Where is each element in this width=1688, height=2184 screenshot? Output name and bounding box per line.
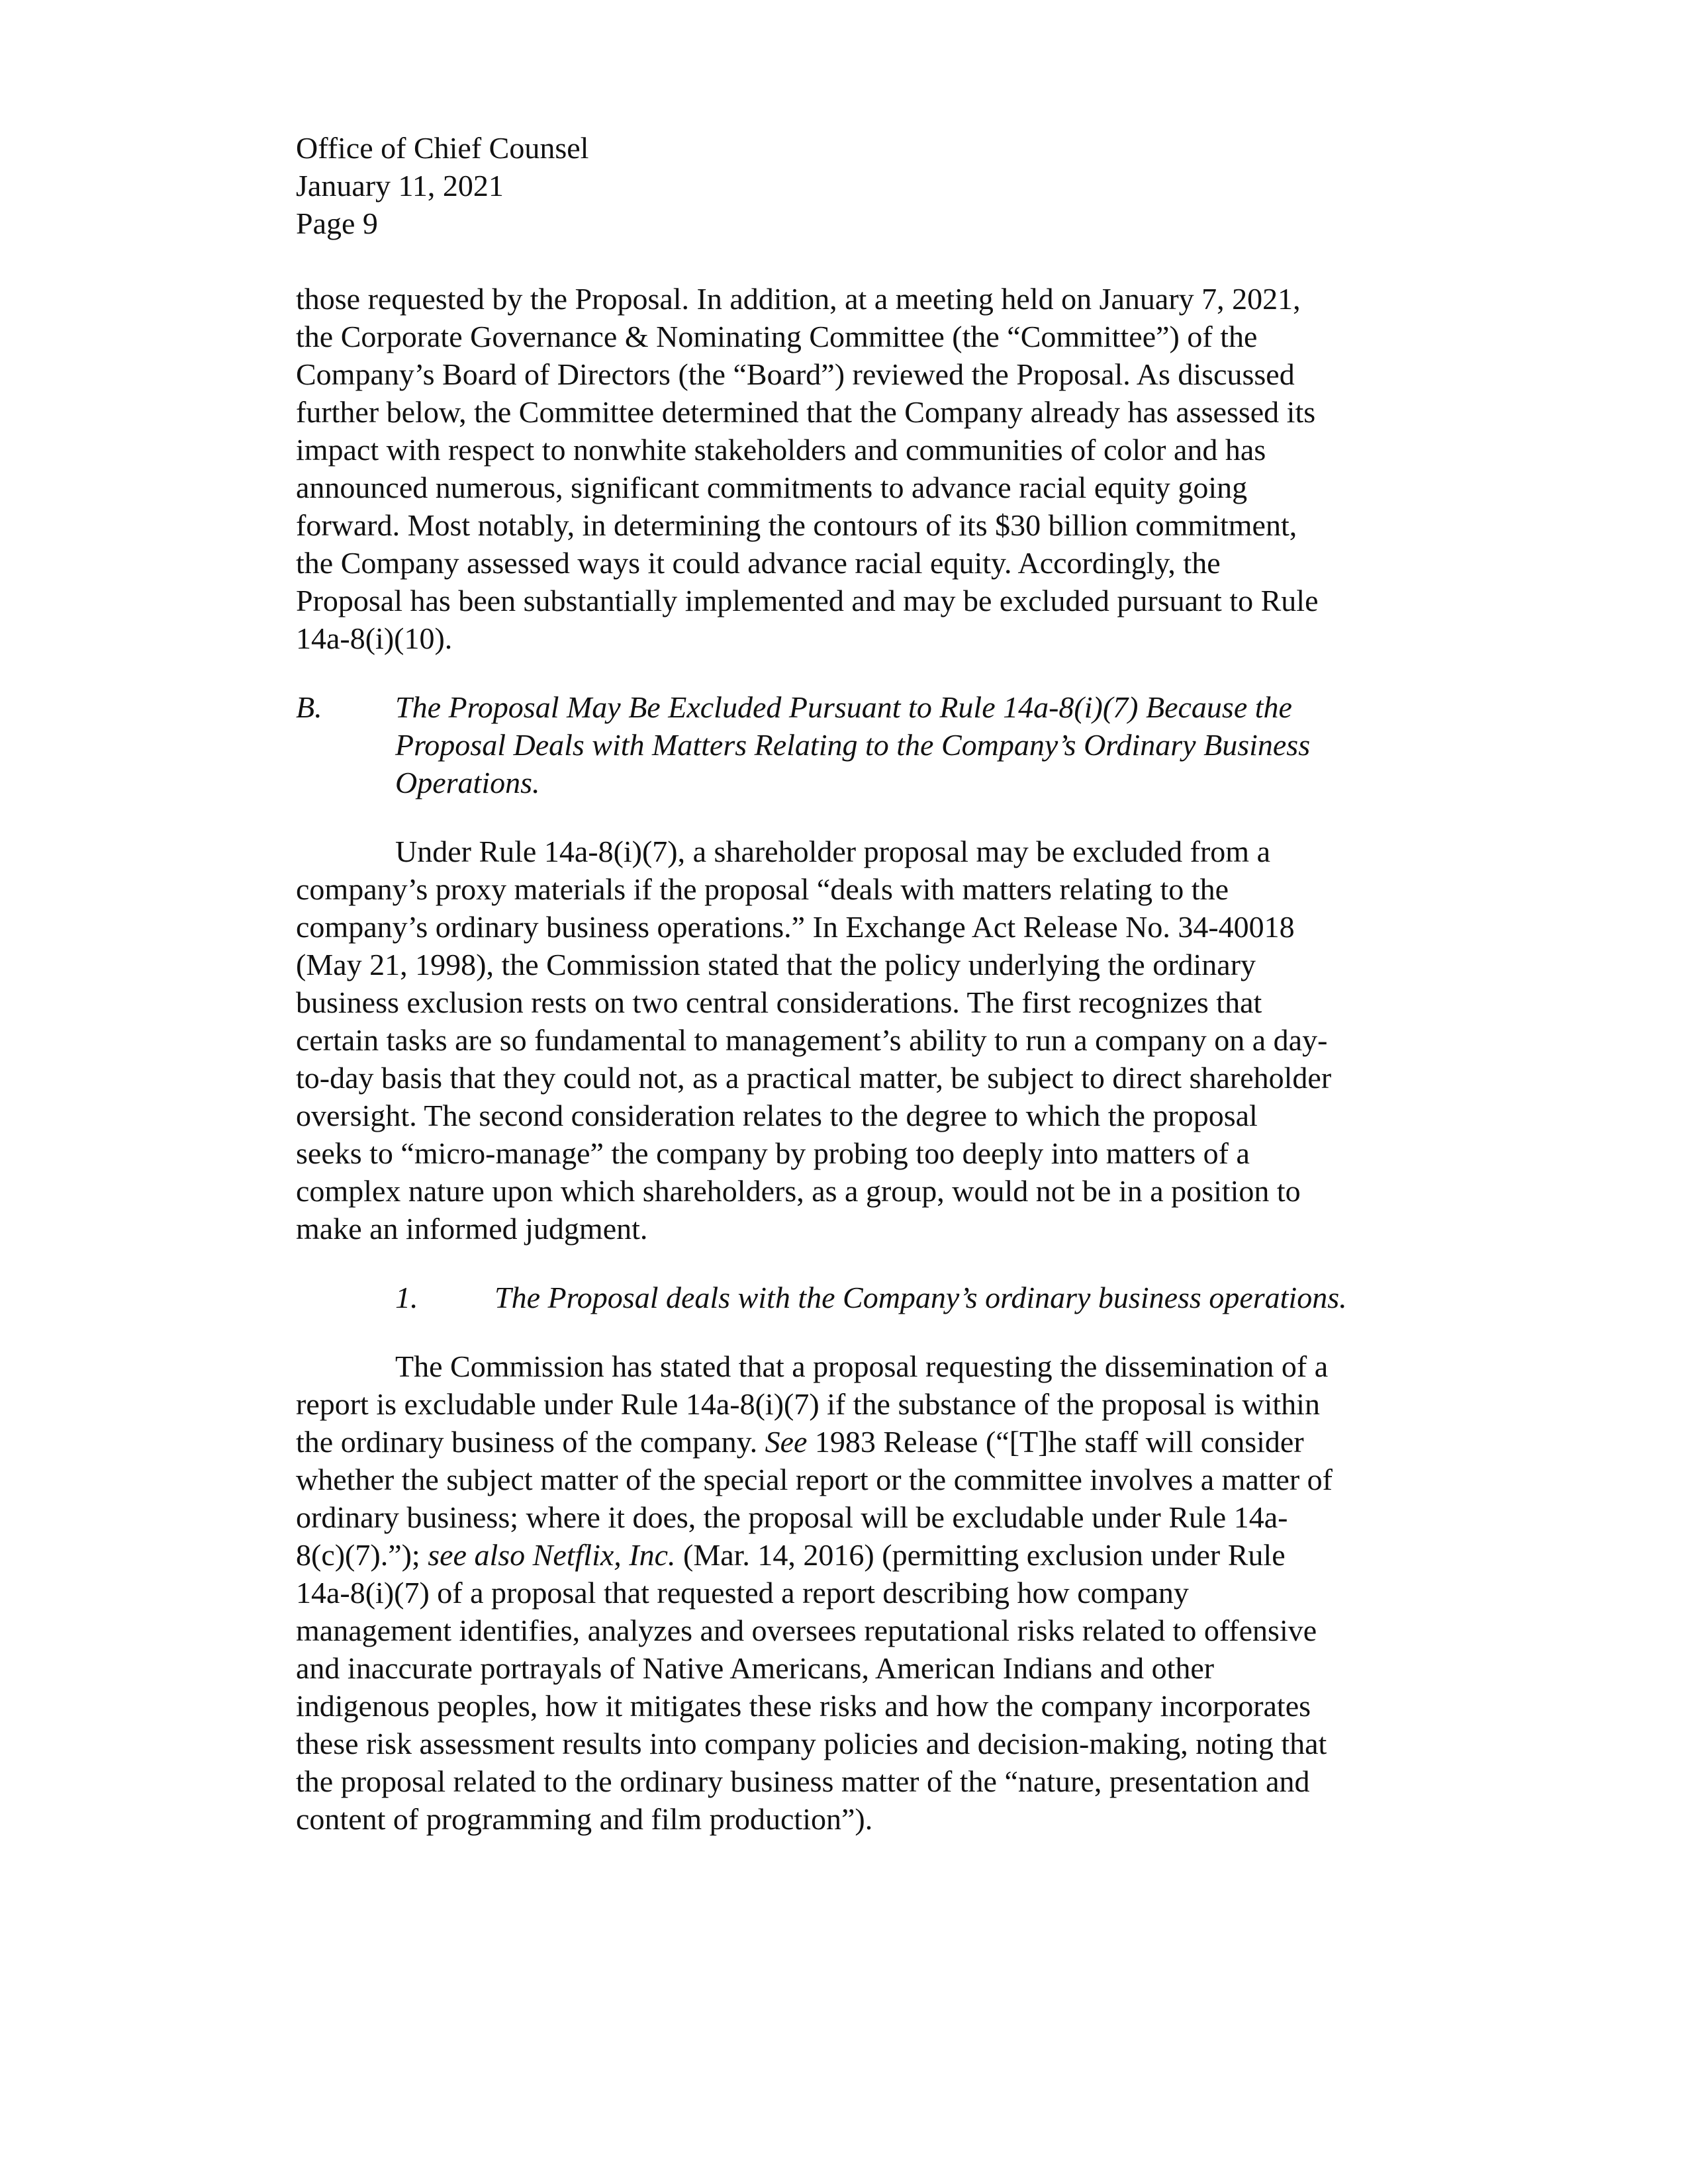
section-heading-line: Operations. (395, 766, 540, 799)
text-line: content of programming and film production”). (296, 1802, 873, 1836)
citation-signal-see: See (765, 1425, 808, 1459)
text-line: those requested by the Proposal. In addition, at a meeting held on January 7, 2021, (296, 282, 1301, 316)
text-line (296, 1536, 1421, 1574)
text-line: the proposal related to the ordinary business matter of the “nature, presentation and (296, 1764, 1310, 1798)
text-line: impact with respect to nonwhite stakeholders and communities of color and has (296, 433, 1266, 467)
header-date: January 11, 2021 (296, 169, 504, 203)
text-line: report is excludable under Rule 14a-8(i)(7) if the substance of the proposal is within (296, 1387, 1320, 1421)
header-page-number: Page 9 (296, 206, 378, 240)
subsection-heading-1 (296, 1279, 1421, 1316)
text-line: seeks to “micro-manage” the company by probing too deeply into matters of a (296, 1136, 1250, 1170)
text-line: oversight. The second consideration relates to the degree to which the proposal (296, 1099, 1258, 1132)
text-line: make an informed judgment. (296, 1212, 648, 1246)
text-line: (May 21, 1998), the Commission stated that the policy underlying the ordinary (296, 948, 1256, 981)
text-line: these risk assessment results into company policies and decision-making, noting that (296, 1727, 1327, 1760)
text-line: forward. Most notably, in determining the contours of its $30 billion commitment, (296, 508, 1297, 542)
text-line: company’s ordinary business operations.” In Exchange Act Release No. 34-40018 (296, 910, 1295, 944)
text-line: the Corporate Governance & Nominating Committee (the “Committee”) of the (296, 320, 1258, 353)
document-page (296, 129, 1421, 1869)
text-run: 1983 Release (“[T]he staff will consider (807, 1425, 1304, 1459)
text-line: business exclusion rests on two central considerations. The first recognizes that (296, 985, 1262, 1019)
text-run: 8(c)(7).”); (296, 1538, 428, 1572)
text-line: further below, the Committee determined that the Company already has assessed its (296, 395, 1316, 429)
text-line (296, 1423, 1421, 1461)
text-line: ordinary business; where it does, the proposal will be excludable under Rule 14a- (296, 1500, 1288, 1534)
text-line: The Commission has stated that a proposal requesting the dissemination of a (395, 1349, 1329, 1383)
letter-header (296, 129, 1421, 242)
text-line: Company’s Board of Directors (the “Board”) reviewed the Proposal. As discussed (296, 357, 1295, 391)
text-run: the ordinary business of the company. (296, 1425, 765, 1459)
text-line: complex nature upon which shareholders, as a group, would not be in a position to (296, 1174, 1301, 1208)
text-line: management identifies, analyzes and oversees reputational risks related to offensive (296, 1614, 1317, 1647)
subsection-heading-text: The Proposal deals with the Company’s ordinary business operations. (494, 1281, 1347, 1314)
citation-netflix: see also Netflix, Inc. (428, 1538, 676, 1572)
text-line: to-day basis that they could not, as a practical matter, be subject to direct shareholder (296, 1061, 1332, 1095)
text-line: whether the subject matter of the special report or the committee involves a matter of (296, 1463, 1333, 1496)
paragraph-report-excludable (296, 1347, 1421, 1838)
text-line: and inaccurate portrayals of Native Americans, American Indians and other (296, 1651, 1215, 1685)
paragraph-substantial-implementation (296, 280, 1421, 657)
text-line: Under Rule 14a-8(i)(7), a shareholder proposal may be excluded from a (395, 835, 1271, 868)
text-line: the Company assessed ways it could advance racial equity. Accordingly, the (296, 546, 1221, 580)
text-line: company’s proxy materials if the proposal “deals with matters relating to the (296, 872, 1229, 906)
text-line: 14a-8(i)(10). (296, 621, 453, 655)
section-heading-line: Proposal Deals with Matters Relating to the Company’s Ordinary Business (395, 728, 1311, 762)
section-heading-line: The Proposal May Be Excluded Pursuant to Rule 14a-8(i)(7) Because the (395, 690, 1292, 724)
paragraph-ordinary-business-rule (296, 833, 1421, 1248)
text-line: indigenous peoples, how it mitigates these risks and how the company incorporates (296, 1689, 1311, 1723)
header-office: Office of Chief Counsel (296, 131, 589, 165)
text-run: (Mar. 14, 2016) (permitting exclusion under Rule (675, 1538, 1286, 1572)
subsection-number: 1. (395, 1281, 418, 1314)
text-line: announced numerous, significant commitments to advance racial equity going (296, 471, 1248, 504)
section-number: B. (296, 690, 322, 724)
text-line: 14a-8(i)(7) of a proposal that requested a report describing how company (296, 1576, 1189, 1610)
section-heading-b (296, 688, 1421, 801)
text-line: certain tasks are so fundamental to management’s ability to run a company on a day- (296, 1023, 1328, 1057)
text-line: Proposal has been substantially implemented and may be excluded pursuant to Rule (296, 584, 1319, 617)
